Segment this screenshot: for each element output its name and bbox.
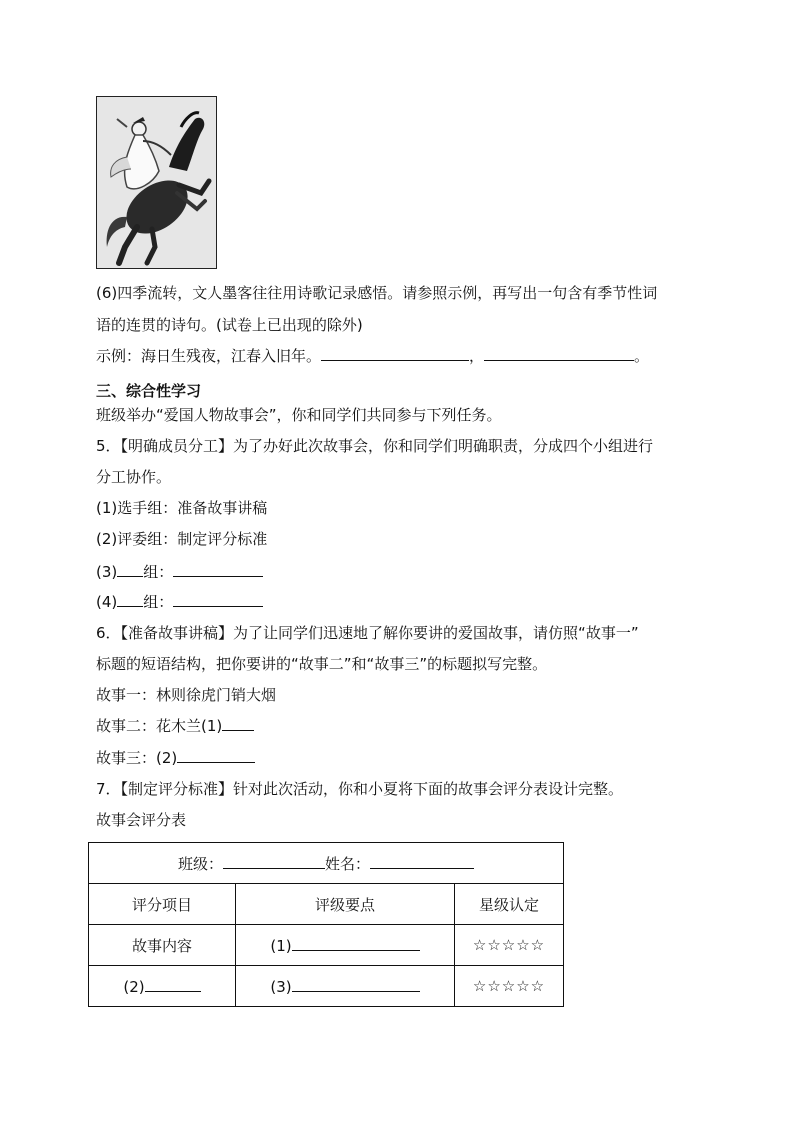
q6-line2: 标题的短语结构，把你要讲的“故事二”和“故事三”的标题拟写完整。 bbox=[96, 655, 548, 673]
row2-point-cell bbox=[236, 966, 455, 1007]
poem-example-line bbox=[96, 346, 649, 366]
q5-item4-label: 组： bbox=[143, 593, 174, 611]
row2-point-label: (3) bbox=[270, 977, 292, 996]
q6-story2-label: 故事二：花木兰(1) bbox=[96, 717, 223, 735]
q5-item3-task-blank[interactable] bbox=[173, 562, 263, 577]
q6-story3-blank[interactable] bbox=[177, 748, 255, 763]
row2-item-cell bbox=[89, 966, 236, 1007]
q6-story2 bbox=[96, 716, 254, 736]
q5-item1: (1)选手组：准备故事讲稿 bbox=[96, 499, 268, 517]
row2-point-blank[interactable] bbox=[292, 977, 420, 992]
class-label: 班级： bbox=[177, 854, 223, 873]
section-intro: 班级举办“爱国人物故事会”，你和同学们共同参与下列任务。 bbox=[96, 406, 502, 424]
star-rating-icon[interactable]: ☆☆☆☆☆ bbox=[472, 977, 546, 995]
q5-item3-prefix: (3) bbox=[96, 563, 118, 581]
q5-item3-group-blank[interactable] bbox=[117, 562, 143, 577]
q7-line1: 7．【制定评分标准】针对此次活动，你和小夏将下面的故事会评分表设计完整。 bbox=[96, 780, 624, 798]
score-table-title: 故事会评分表 bbox=[96, 811, 187, 829]
row1-item: 故事内容 bbox=[89, 925, 236, 966]
row1-point-label: (1) bbox=[270, 936, 292, 955]
q6-story3 bbox=[96, 748, 255, 768]
row1-point-blank[interactable] bbox=[292, 936, 420, 951]
row1-point-cell bbox=[236, 925, 455, 966]
poem-example: 示例：海日生残夜，江春入旧年。 bbox=[96, 347, 322, 365]
row2-item-label: (2) bbox=[123, 977, 145, 996]
q5-item3 bbox=[96, 562, 263, 582]
q5-item4-prefix: (4) bbox=[96, 593, 118, 611]
poem-period: 。 bbox=[634, 347, 650, 365]
horseman-ink-painting-icon bbox=[97, 97, 217, 269]
row2-stars-cell bbox=[455, 966, 564, 1007]
q6-story1: 故事一：林则徐虎门销大烟 bbox=[96, 686, 277, 704]
q6-story3-label: 故事三：(2) bbox=[96, 749, 178, 767]
poem-answer-blank-2[interactable] bbox=[484, 346, 634, 361]
horseman-illustration bbox=[96, 96, 217, 269]
header-stars: 星级认定 bbox=[455, 884, 564, 925]
header-point: 评级要点 bbox=[236, 884, 455, 925]
q5-item4 bbox=[96, 592, 263, 612]
poem-answer-blank-1[interactable] bbox=[321, 346, 469, 361]
q5-line1: 5．【明确成员分工】为了办好此次故事会，你和同学们明确职责，分成四个小组进行 bbox=[96, 437, 654, 455]
q6-story2-blank[interactable] bbox=[222, 716, 254, 731]
row2-item-blank[interactable] bbox=[145, 977, 201, 992]
name-blank[interactable] bbox=[370, 854, 474, 869]
score-table-info-row bbox=[89, 843, 564, 884]
q5-item4-group-blank[interactable] bbox=[117, 592, 143, 607]
class-name-cell bbox=[89, 843, 564, 884]
header-item: 评分项目 bbox=[89, 884, 236, 925]
poem-question-line2: 语的连贯的诗句。(试卷上已出现的除外) bbox=[96, 316, 363, 334]
row1-stars-cell bbox=[455, 925, 564, 966]
star-rating-icon[interactable]: ☆☆☆☆☆ bbox=[472, 936, 546, 954]
q6-line1: 6．【准备故事讲稿】为了让同学们迅速地了解你要讲的爱国故事，请仿照“故事一” bbox=[96, 624, 639, 642]
section-heading: 三、综合性学习 bbox=[96, 382, 202, 400]
poem-comma: ， bbox=[469, 347, 485, 365]
table-row bbox=[89, 966, 564, 1007]
poem-question-line1: (6)四季流转，文人墨客往往用诗歌记录感悟。请参照示例，再写出一句含有季节性词 bbox=[96, 284, 658, 302]
score-table-header-row bbox=[89, 884, 564, 925]
q5-item3-label: 组： bbox=[143, 563, 174, 581]
table-row bbox=[89, 925, 564, 966]
q5-item4-task-blank[interactable] bbox=[173, 592, 263, 607]
name-label: 姓名： bbox=[325, 854, 371, 873]
class-blank[interactable] bbox=[223, 854, 325, 869]
q5-item2: (2)评委组：制定评分标准 bbox=[96, 530, 268, 548]
score-table bbox=[88, 842, 564, 1007]
q5-line2: 分工协作。 bbox=[96, 468, 172, 486]
